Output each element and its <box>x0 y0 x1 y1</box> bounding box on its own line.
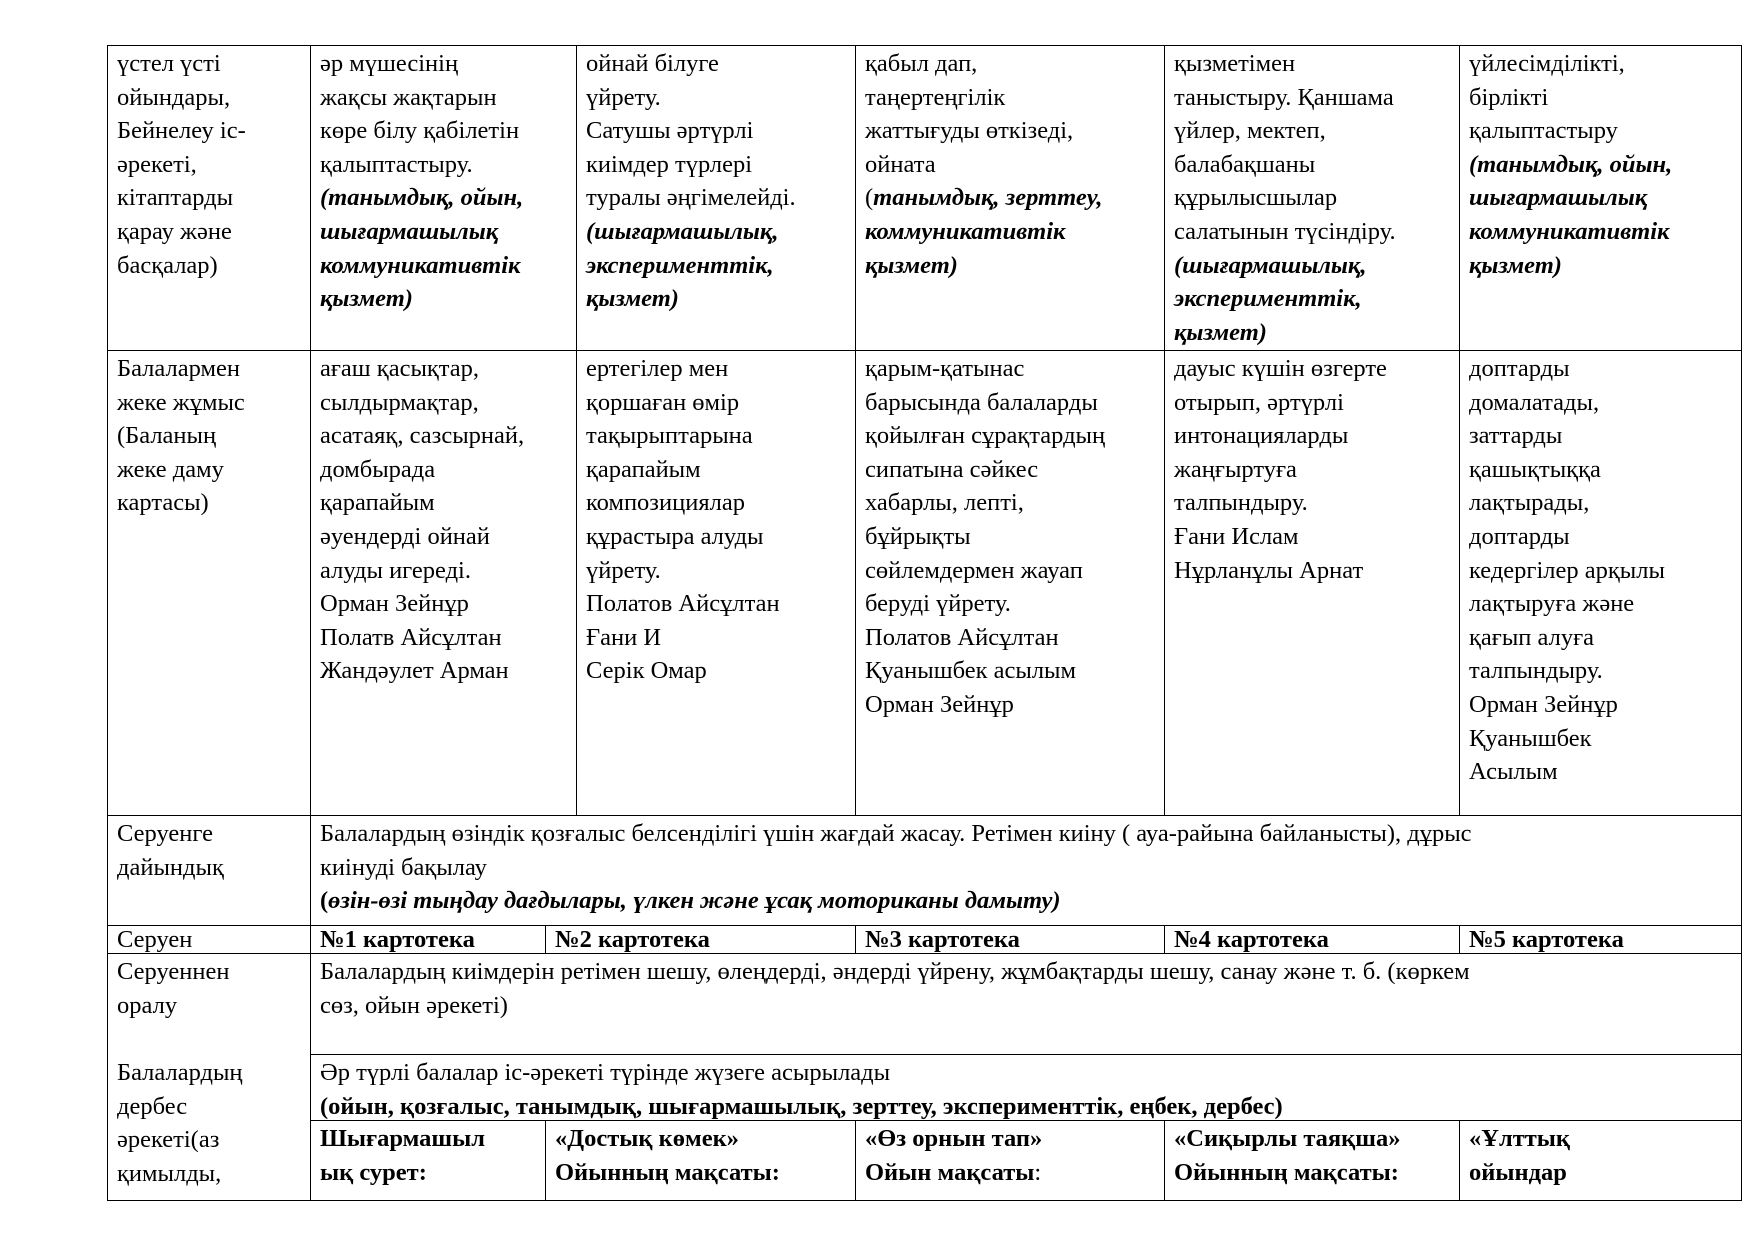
row1-cell-3 <box>855 47 1164 282</box>
row2-cell-3: қарым-қатынас барысында балаларды қойылған сұрақтардың сипатына сәйкес хабарлы, лепті, бұйрықты сөйлемдермен жауап беруді үйрету. Полатов Айсұлтан Қуанышбек асылым Орман Зейнұр <box>865 355 1106 718</box>
grid-line <box>107 1200 1741 1201</box>
row1-cell-1 <box>310 47 576 316</box>
plan-table <box>107 45 1741 1201</box>
card-index-3: №3 картотека <box>865 926 1020 953</box>
cell-text: әр мүшесінің жақсы жақтарын көре білу қабілетін қалыптастыру. <box>320 50 520 178</box>
row3-content <box>310 817 1741 918</box>
grid-line <box>1741 45 1742 1201</box>
activity-types: (шығармашылық, эксперименттік, қызмет) <box>586 217 779 313</box>
row6-content <box>310 1056 1741 1123</box>
grid-line <box>107 815 1741 816</box>
row2-cell-4: дауыс күшін өзгерте отырып, әртүрлі интонацияларды жаңғыртуға талпындыру. Ғани Ислам Нұрланұлы Арнат <box>1174 355 1387 584</box>
cell-text: Балалардың өзіндік қозғалыс белсенділігі үшін жағдай жасау. Ретімен киіну ( ауа-райына байланысты), дұрыс киінуді бақылау <box>320 820 1472 881</box>
game-title: «Өз орнын тап» Ойын мақсаты <box>865 1125 1043 1186</box>
row-label-individual-work: Балалармен жеке жұмыс (Баланың жеке даму картасы) <box>117 355 245 517</box>
game-title: «Ұлттық ойындар <box>1469 1125 1571 1186</box>
game-cell-2 <box>545 1122 855 1189</box>
game-title: «Сиқырлы таяқша» Ойынның мақсаты: <box>1174 1125 1401 1186</box>
card-index-4: №4 картотека <box>1174 926 1329 953</box>
cell-text: үйлесімділікті, бірлікті қалыптастыру <box>1469 50 1625 145</box>
row-label-tabletop-games: үстел үсті ойындары, Бейнелеу іс- әрекеті, кітаптарды қарау және басқалар) <box>117 50 246 279</box>
activity-types: (шығармашылық, эксперименттік, қызмет) <box>1174 251 1367 346</box>
activity-types: танымдық, зерттеу, коммуникативтік қызмет) <box>865 184 1103 279</box>
cell-text: ойнай білуге үйрету. Сатушы әртүрлі киімдер түрлері туралы әңгімелейді. <box>586 50 796 212</box>
grid-line <box>310 1054 1741 1055</box>
colon: : <box>1034 1158 1042 1186</box>
activity-types: (танымдық, ойын, шығармашылық коммуникативтік қызмет) <box>320 184 524 313</box>
game-cell-1 <box>310 1122 545 1189</box>
row1-cell-5 <box>1459 47 1741 282</box>
paren: ( <box>320 887 329 915</box>
game-cell-5 <box>1459 1122 1741 1189</box>
card-index-2: №2 картотека <box>555 926 710 953</box>
card-index-1: №1 картотека <box>320 926 475 953</box>
row2-cell-5: доптарды домалатады, заттарды қашықтыққа лақтырады, доптарды кедергілер арқылы лақтыруға және қағып алуға талпындыру. Орман Зейнұр Қуанышбек Асылым <box>1469 355 1665 786</box>
row-label-return-from-walk: Серуеннен оралу <box>117 958 230 1019</box>
row2-cell-1: ағаш қасықтар, сылдырмақтар, асатаяқ, сазсырнай, домбырада қарапайым әуендерді ойнай алуды игереді. Орман Зейнұр Полатв Айсұлтан Жандәулет Арман <box>320 355 525 685</box>
grid-line <box>107 350 1741 351</box>
cell-text: қабыл дап, таңертеңгілік жаттығуды өткізеді, ойната ( <box>865 50 1074 212</box>
activity-types: өзін-өзі тыңдау дағдылары, үлкен және ұсақ моториканы дамыту) <box>328 887 1061 915</box>
row1-cell-4 <box>1164 47 1459 349</box>
activity-types: (танымдық, ойын, шығармашылық коммуникативтік қызмет) <box>1469 150 1673 279</box>
game-title: «Достық көмек» Ойынның мақсаты: <box>555 1125 780 1186</box>
game-title: Шығармашыл ық сурет: <box>320 1125 485 1186</box>
grid-line <box>107 45 1741 46</box>
row1-cell-2 <box>576 47 855 316</box>
activity-types: (ойын, қозғалыс, танымдық, шығармашылық, зерттеу, эксперименттік, еңбек, дербес) <box>320 1092 1283 1120</box>
game-cell-4 <box>1164 1122 1459 1189</box>
row-label-independent-activity: Балалардың дербес әрекеті(аз қимылды, <box>117 1059 243 1187</box>
row-label-walk: Серуен <box>117 926 193 953</box>
game-cell-3 <box>855 1122 1164 1189</box>
card-index-5: №5 картотека <box>1469 926 1624 953</box>
cell-text: қызметімен таныстыру. Қаншама үйлер, мектеп, балабақшаны құрылысшылар салатынын түсіндіру. <box>1174 50 1396 245</box>
row2-cell-2: ертегілер мен қоршаған өмір тақырыптарына қарапайым композициялар құрастыра алуды үйрету. Полатов Айсұлтан Ғани И Серік Омар <box>586 355 780 685</box>
row5-content: Балалардың киімдерін ретімен шешу, өлеңдерді, әндерді үйрену, жұмбақтарды шешу, санау және т. б. (көркем сөз, ойын әрекеті) <box>320 958 1470 1019</box>
cell-text: Әр түрлі балалар іс-әрекеті түрінде жүзеге асырылады <box>320 1059 891 1086</box>
row-label-walk-preparation: Серуенге дайындық <box>117 820 224 881</box>
